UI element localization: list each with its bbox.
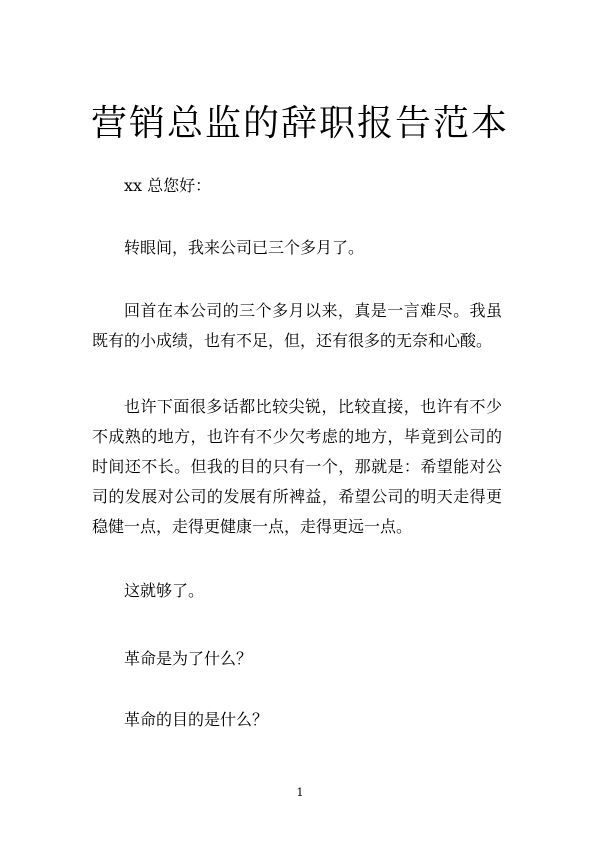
page-number: 1	[296, 786, 304, 799]
paragraph-3: 也许下面很多话都比较尖锐，比较直接，也许有不少不成熟的地方，也许有不少欠考虑的地方，毕竟到公司的时间还不长。但我的目的只有一个，那就是：希望能对公司的发展对公司的发展有所裨益，希望公司的明天走得更稳健一点，走得更健康一点，走得更远一点。	[92, 397, 502, 536]
salutation: xx 总您好：	[124, 176, 212, 195]
paragraph-4: 这就够了。	[124, 581, 205, 600]
paragraph-6: 革命的目的是什么？	[124, 710, 269, 729]
document-title: 营销总监的辞职报告范本	[90, 103, 509, 144]
paragraph-2: 回首在本公司的三个多月以来，真是一言难尽。我虽既有的小成绩，也有不足，但，还有很多的无奈和心酸。	[92, 301, 502, 350]
paragraph-5: 革命是为了什么？	[124, 649, 253, 668]
paragraph-1: 转眼间，我来公司已三个多月了。	[124, 238, 365, 257]
